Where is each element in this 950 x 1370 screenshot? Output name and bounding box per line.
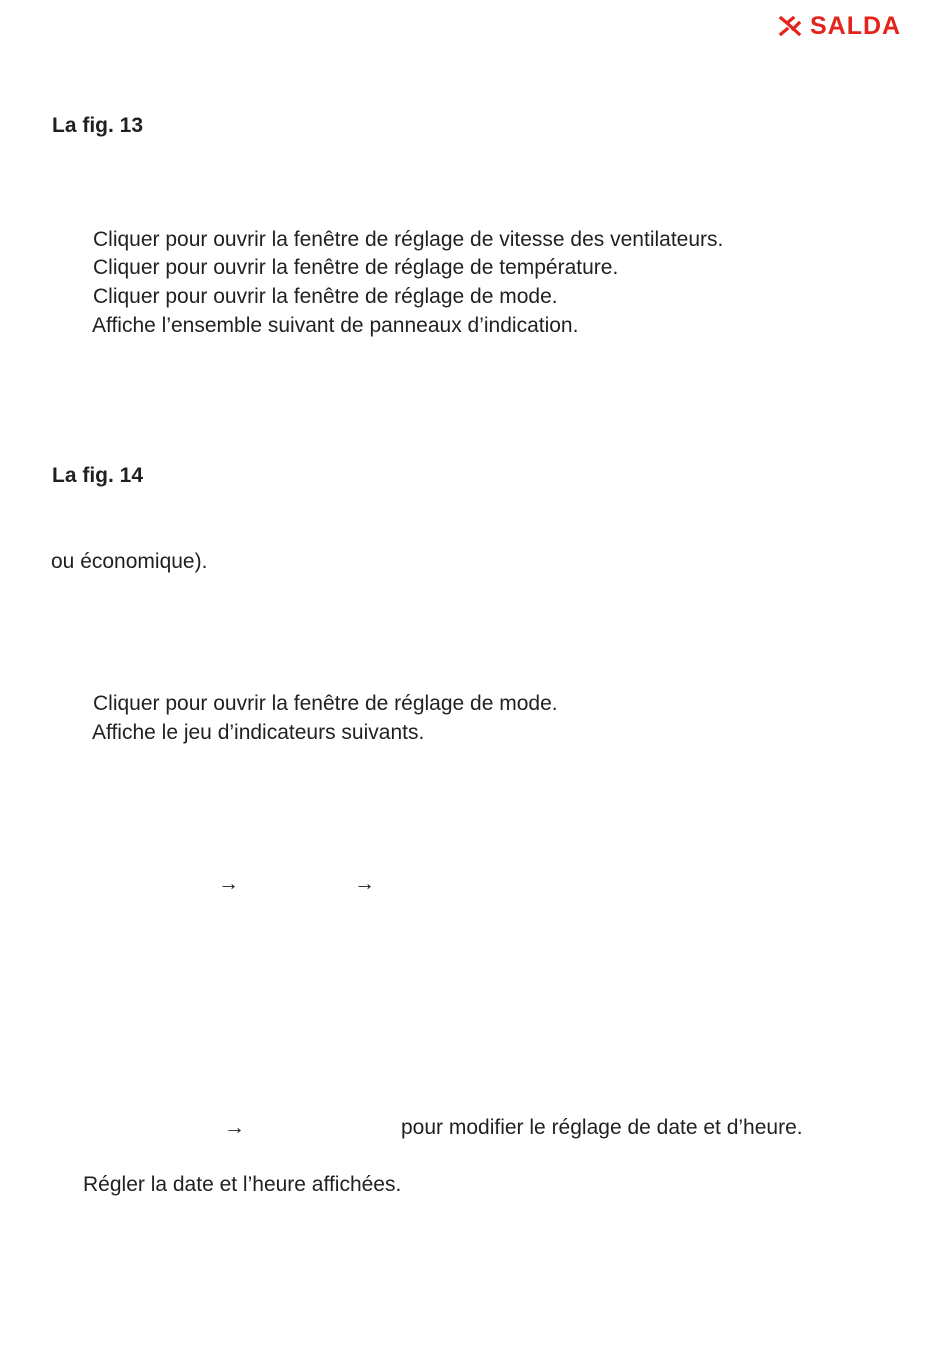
- nav-arrow-1: →: [218, 872, 239, 895]
- fig14-title: La fig. 14: [52, 464, 144, 487]
- brand-logo: [778, 11, 901, 41]
- fig13-item-fan-speed: Cliquer pour ouvrir la fenêtre de réglage de vitesse des ventilateurs.: [93, 228, 724, 251]
- fig13-item-mode: Cliquer pour ouvrir la fenêtre de réglage de mode.: [93, 285, 558, 308]
- fig13-item-temperature: Cliquer pour ouvrir la fenêtre de réglage de température.: [93, 256, 619, 279]
- fig14-item-mode: Cliquer pour ouvrir la fenêtre de réglage de mode.: [93, 692, 558, 715]
- brand-name: SALDA: [810, 12, 902, 40]
- datetime-step: Régler la date et l’heure affichées.: [83, 1173, 402, 1196]
- fig13-item-indicators: Affiche l’ensemble suivant de panneaux d’indication.: [92, 314, 579, 337]
- nav-arrow-3: →: [224, 1116, 245, 1139]
- datetime-instruction: pour modifier le réglage de date et d’heure.: [401, 1116, 803, 1139]
- nav-arrow-2: →: [354, 872, 375, 895]
- salda-logo-icon: [778, 14, 802, 38]
- fig13-title: La fig. 13: [52, 114, 144, 137]
- fig14-item-indicators: Affiche le jeu d’indicateurs suivants.: [92, 721, 425, 744]
- fig14-fragment: ou économique).: [51, 550, 208, 573]
